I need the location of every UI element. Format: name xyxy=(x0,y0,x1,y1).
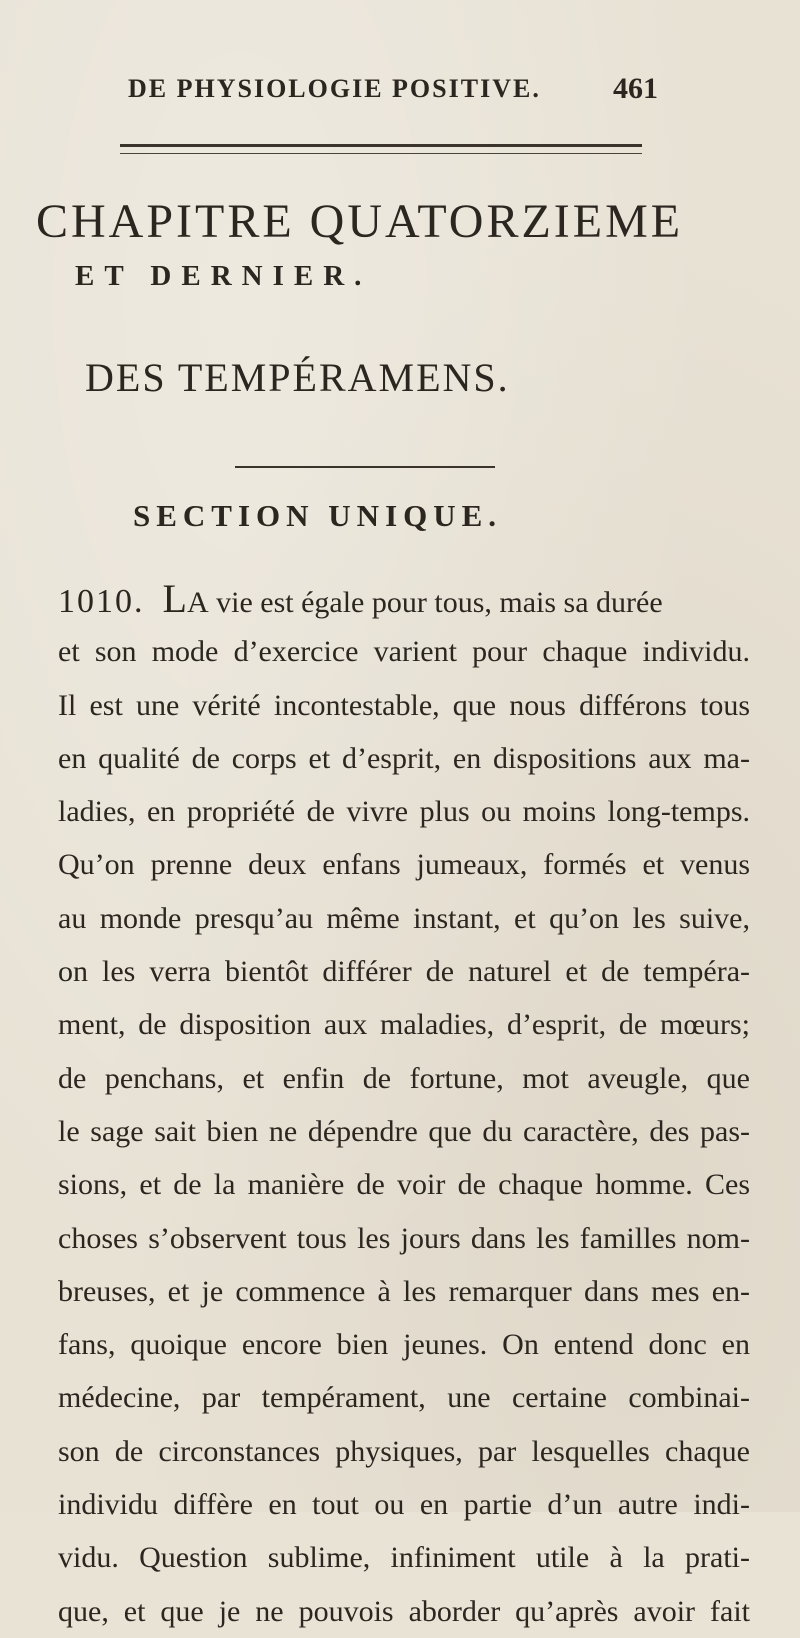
text-line: sions, et de la manière de voir de chaque homme. Ces xyxy=(58,1168,750,1202)
text-line: médecine, par tempérament, une certaine combinai- xyxy=(58,1381,750,1415)
text-line: que, et que je ne pouvois aborder qu’après avoir fait xyxy=(58,1594,750,1628)
first-line-text: vie est égale pour tous, mais sa durée xyxy=(216,586,663,619)
text-line: son de circonstances physiques, par lesquelles chaque xyxy=(58,1434,750,1468)
text-line: Il est une vérité incontestable, que nous différons tous xyxy=(58,688,750,722)
text-line: on les verra bientôt différer de naturel et de tempéra- xyxy=(58,955,750,989)
dropcap-word xyxy=(162,576,209,621)
header-rule-thin xyxy=(120,153,642,154)
dropcap: L xyxy=(162,576,187,621)
paragraph xyxy=(58,572,750,1638)
dropcap-rest: A xyxy=(186,586,209,619)
text-line: fans, quoique encore bien jeunes. On entend donc en xyxy=(58,1328,750,1362)
text-line: ladies, en propriété de vivre plus ou moins long-temps. xyxy=(58,795,750,829)
text-line: choses s’observent tous les jours dans les familles nom- xyxy=(58,1221,750,1255)
text-line: breuses, et je commence à les remarquer dans mes en- xyxy=(58,1274,750,1308)
paragraph-first-line xyxy=(58,572,750,625)
chapter-topic: DES TEMPÉRAMENS. xyxy=(85,355,510,400)
section-title: SECTION UNIQUE. xyxy=(133,498,503,533)
text-line: Qu’on prenne deux enfans jumeaux, formés et venus xyxy=(58,848,750,882)
text-line: individu diffère en tout ou en partie d’un autre indi- xyxy=(58,1488,750,1522)
page-number: 461 xyxy=(613,72,658,105)
text-line: le sage sait bien ne dépendre que du caractère, des pas- xyxy=(58,1114,750,1148)
running-header xyxy=(128,74,658,118)
chapter-subtitle: ET DERNIER. xyxy=(75,260,372,292)
text-line: en qualité de corps et d’esprit, en dispositions aux ma- xyxy=(58,741,750,775)
text-line: ment, de disposition aux maladies, d’esprit, de mœurs; xyxy=(58,1008,750,1042)
paragraph-number: 1010. xyxy=(58,583,145,620)
header-rule-thick xyxy=(120,144,642,147)
running-title: DE PHYSIOLOGIE POSITIVE. xyxy=(128,74,541,103)
text-line: de penchans, et enfin de fortune, mot aveugle, que xyxy=(58,1061,750,1095)
text-line: vidu. Question sublime, infiniment utile à la prati- xyxy=(58,1541,750,1575)
chapter-title: CHAPITRE QUATORZIEME xyxy=(36,195,684,248)
text-line: et son mode d’exercice varient pour chaque individu. xyxy=(58,635,750,669)
section-rule xyxy=(235,466,495,468)
text-line: au monde presqu’au même instant, et qu’on les suive, xyxy=(58,901,750,935)
